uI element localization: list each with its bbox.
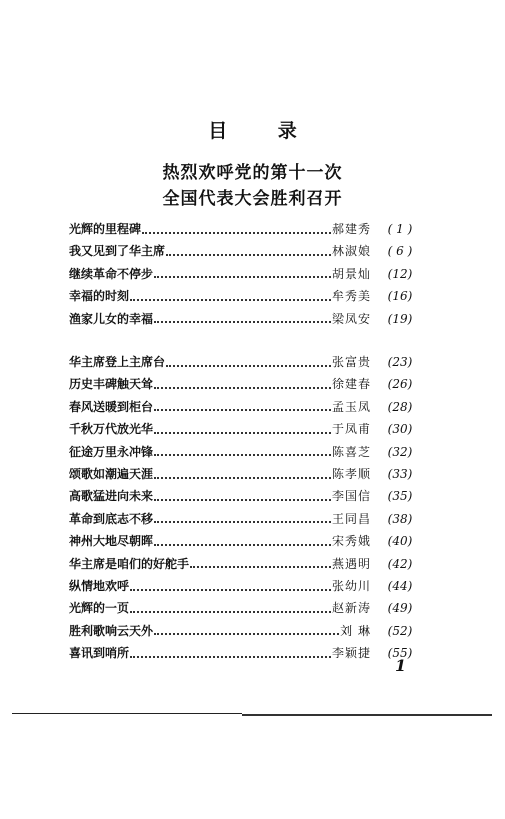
toc-entry-author: 王同昌 — [331, 511, 371, 526]
toc-leader-dots — [154, 423, 331, 434]
toc-entry-page: (30) — [387, 422, 413, 437]
toc-entry — [69, 373, 425, 395]
toc-entry — [69, 597, 425, 619]
toc-entry-title: 纵情地欢呼 — [69, 578, 130, 593]
toc-entry — [69, 218, 425, 240]
toc-entry-author: 刘 琳 — [340, 623, 371, 638]
toc-entry — [69, 463, 425, 485]
toc-entry-title: 华主席是咱们的好舵手 — [69, 556, 190, 571]
toc-entry-title: 喜讯到哨所 — [69, 646, 130, 661]
toc-entry — [69, 308, 425, 330]
toc-leader-dots — [130, 602, 331, 613]
toc-entry-author: 牟秀美 — [331, 289, 371, 304]
toc-leader-dots — [154, 490, 331, 501]
toc-entry-page: (33) — [387, 466, 413, 481]
toc-leader-dots — [154, 624, 339, 635]
toc-group-1 — [69, 218, 425, 330]
toc-entry-author: 燕遇明 — [331, 556, 371, 571]
toc-entry-page: (42) — [387, 556, 413, 571]
toc-entry-page: (52) — [387, 623, 413, 638]
toc-leader-dots — [154, 312, 331, 323]
toc-leader-dots — [154, 400, 331, 411]
toc-leader-dots — [142, 223, 331, 234]
toc-entry — [69, 508, 425, 530]
toc-entry-author: 郝建秀 — [331, 222, 371, 236]
toc-entry-title: 神州大地尽朝晖 — [69, 534, 154, 549]
page-title: 目 录 — [208, 120, 319, 142]
toc-entry-title: 高歌猛进向未来 — [69, 489, 154, 504]
toc-entry-author: 梁凤安 — [331, 311, 371, 326]
toc-entry — [69, 620, 425, 642]
toc-leader-dots — [130, 647, 331, 658]
toc-entry-page: (49) — [387, 601, 413, 616]
toc-entry-page: (35) — [387, 489, 413, 504]
toc-entry — [69, 351, 425, 373]
toc-entry-page: (12) — [387, 266, 413, 281]
toc-leader-dots — [154, 445, 331, 456]
toc-entry — [69, 530, 425, 552]
toc-entry-title: 继续革命不停步 — [69, 266, 154, 281]
toc-entry-title: 我又见到了华主席 — [69, 244, 166, 259]
toc-entry-author: 孟玉凤 — [331, 399, 371, 414]
toc-entry-title: 千秋万代放光华 — [69, 422, 154, 437]
toc-entry — [69, 285, 425, 307]
toc-entry — [69, 441, 425, 463]
toc-leader-dots — [166, 245, 331, 256]
toc-group-2 — [69, 351, 425, 664]
toc-entry-author: 胡景灿 — [331, 266, 371, 281]
toc-leader-dots — [166, 356, 331, 367]
section-heading-line1: 热烈欢呼党的第十一次 — [162, 163, 343, 183]
toc-entry-author: 张幼川 — [331, 578, 371, 593]
toc-entry-page: (16) — [387, 289, 413, 304]
toc-entry-author: 徐建春 — [331, 377, 371, 392]
toc-leader-dots — [130, 290, 331, 301]
toc-entry-page: ( 1 ) — [387, 222, 413, 236]
toc-entry — [69, 642, 425, 664]
toc-leader-dots — [130, 580, 331, 591]
toc-entry-title: 革命到底志不移 — [69, 511, 154, 526]
toc-entry-title: 胜利歌响云天外 — [69, 623, 154, 638]
page-number: 1 — [395, 656, 407, 675]
toc-leader-dots — [154, 378, 331, 389]
toc-entry — [69, 553, 425, 575]
toc-entry-page: (28) — [387, 399, 413, 414]
toc-entry-author: 张富贵 — [331, 355, 371, 369]
toc-entry-page: (40) — [387, 534, 413, 549]
toc-entry-title: 华主席登上主席台 — [69, 355, 166, 369]
toc-leader-dots — [154, 468, 331, 479]
toc-entry-title: 征途万里永冲锋 — [69, 444, 154, 459]
toc-entry-author: 宋秀娥 — [331, 534, 371, 549]
toc-entry-page: (55) — [387, 646, 413, 661]
toc-entry-title: 历史丰碑触天耸 — [69, 377, 154, 392]
toc-entry-title: 颂歌如潮遍天涯 — [69, 466, 154, 481]
toc-entry — [69, 240, 425, 262]
toc-entry — [69, 485, 425, 507]
toc-entry — [69, 575, 425, 597]
toc-entry-title: 幸福的时刻 — [69, 289, 130, 304]
toc-leader-dots — [190, 557, 331, 568]
toc-entry-title: 光辉的里程碑 — [69, 222, 142, 236]
toc-entry-author: 陈喜芝 — [331, 444, 371, 459]
toc-entry-author: 林淑娘 — [331, 244, 371, 259]
toc-leader-dots — [154, 512, 331, 523]
toc-entry — [69, 396, 425, 418]
toc-entry-author: 陈孝顺 — [331, 466, 371, 481]
toc-entry-author: 李颖捷 — [331, 646, 371, 661]
toc-entry — [69, 418, 425, 440]
footer-rule — [12, 713, 242, 714]
toc-entry-author: 李国信 — [331, 489, 371, 504]
footer-rule-right — [242, 714, 492, 716]
toc-entry-page: (44) — [387, 578, 413, 593]
toc-entry-title: 春风送暖到柜台 — [69, 399, 154, 414]
toc-entry-author: 于凤甫 — [331, 422, 371, 437]
toc-entry-page: (19) — [387, 311, 413, 326]
toc-entry — [69, 263, 425, 285]
toc-entry-page: (23) — [387, 355, 413, 369]
toc-entry-page: (38) — [387, 511, 413, 526]
toc-entry-page: (32) — [387, 444, 413, 459]
toc-entry-title: 光辉的一页 — [69, 601, 130, 616]
toc-leader-dots — [154, 535, 331, 546]
section-heading-line2: 全国代表大会胜利召开 — [162, 189, 343, 209]
toc-entry-page: ( 6 ) — [387, 244, 413, 259]
toc-entry-author: 赵新涛 — [331, 601, 371, 616]
toc-entry-page: (26) — [387, 377, 413, 392]
toc-entry-title: 渔家儿女的幸福 — [69, 311, 154, 326]
toc-leader-dots — [154, 267, 331, 278]
